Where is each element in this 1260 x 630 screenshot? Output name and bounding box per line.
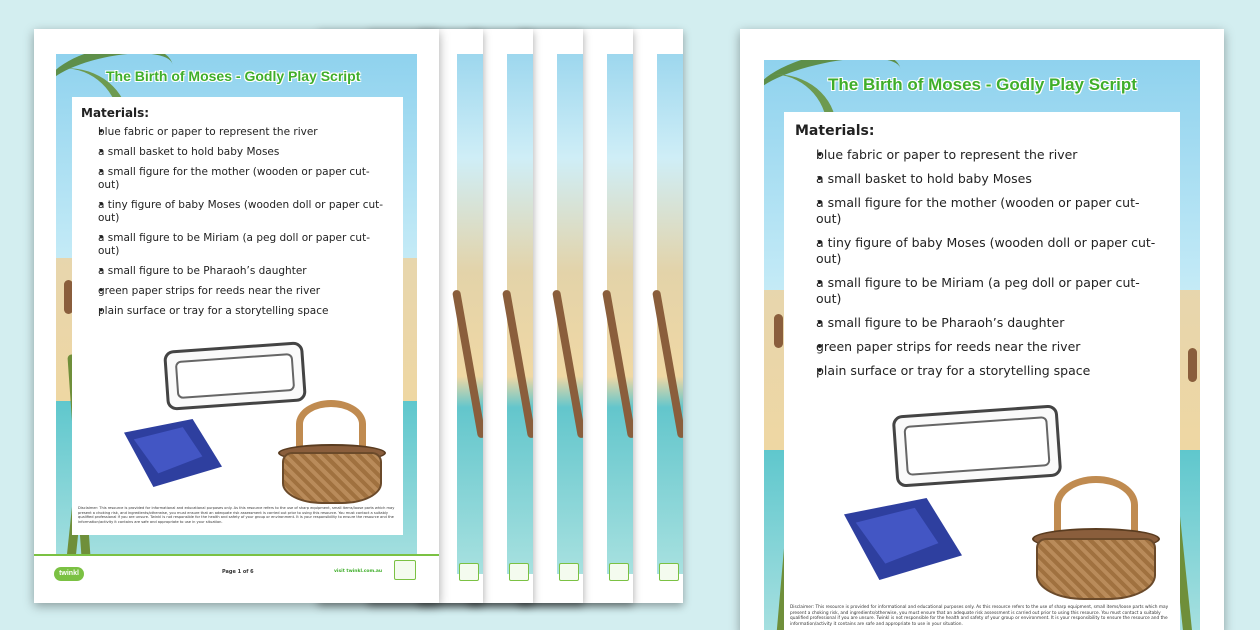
list-item: • a small basket to hold baby Moses [88,146,388,159]
list-item: • plain surface or tray for a storytelling space [88,305,388,318]
woven-basket-icon [1054,476,1138,534]
page-footer [34,554,439,603]
list-item: • a small basket to hold baby Moses [804,171,1164,187]
materials-heading: Materials: [795,123,875,139]
quality-badge-icon [509,563,529,581]
preview-page [740,29,1224,630]
page-title: The Birth of Moses - Godly Play Script [106,68,361,84]
list-item: • a small figure to be Miriam (a peg doll or paper cut-out) [88,232,388,258]
page-number: Page 1 of 6 [222,569,254,575]
quality-badge-icon [659,563,679,581]
disclaimer-text: Disclaimer: This resource is provided for informational and educational purposes only. As this resource refers to the use of sharp equipment, small items/loose parts which may present a choking risk, and ingredients/otherwise, you must ensure that an adequate risk assessment is carried out prior to using this resource. You must contact a suitably qualified professional if you are unsure. Twinkl is not responsible for the health and safety of your group or environment. It is your responsibility to ensure the resource and the information/activity it contains are safe and appropriate to use in your situation. [790,605,1169,627]
woven-basket-icon [296,400,366,448]
materials-list [88,126,388,325]
front-stack-page [34,29,439,603]
list-item: • a small figure to be Miriam (a peg doll or paper cut-out) [804,275,1164,307]
disclaimer-text: Disclaimer: This resource is provided for informational and educational purposes only. As this resource refers to the use of sharp equipment, small items/loose parts which may present a choking risk, and ingredients/otherwise, you must ensure that an adequate risk assessment is carried out prior to using this resource. You must contact a suitably qualified professional if you are unsure. Twinkl is not responsible for the health and safety of your group or environment. It is your responsibility to ensure the resource and the information/activity it contains are safe and appropriate to use in your situation. [78,506,395,524]
content-panel [784,112,1180,630]
list-item: • a small figure for the mother (wooden or paper cut-out) [804,195,1164,227]
list-item: • plain surface or tray for a storytelling space [804,363,1164,379]
page-title: The Birth of Moses - Godly Play Script [828,75,1137,94]
quality-badge-icon [609,563,629,581]
quality-badge-icon [459,563,479,581]
list-item: • a small figure to be Pharaoh’s daughter [804,315,1164,331]
content-panel [72,97,403,535]
list-item: • green paper strips for reeds near the river [88,285,388,298]
list-item: • a tiny figure of baby Moses (wooden doll or paper cut-out) [88,199,388,225]
site-link[interactable]: visit twinkl.com.au [334,569,383,574]
list-item: • a small figure to be Pharaoh’s daughter [88,265,388,278]
materials-heading: Materials: [81,106,150,120]
quality-badge-icon [394,560,416,580]
quality-badge-icon [559,563,579,581]
cattail-icon [1188,348,1197,382]
materials-list [804,147,1164,387]
list-item: • blue fabric or paper to represent the river [88,126,388,139]
cattail-icon [774,314,783,348]
list-item: • a tiny figure of baby Moses (wooden doll or paper cut-out) [804,235,1164,267]
list-item: • blue fabric or paper to represent the river [804,147,1164,163]
list-item: • green paper strips for reeds near the river [804,339,1164,355]
tray-icon [892,404,1063,487]
twinkl-logo: twinkl [54,567,84,581]
list-item: • a small figure for the mother (wooden or paper cut-out) [88,166,388,192]
tray-icon [163,341,307,411]
